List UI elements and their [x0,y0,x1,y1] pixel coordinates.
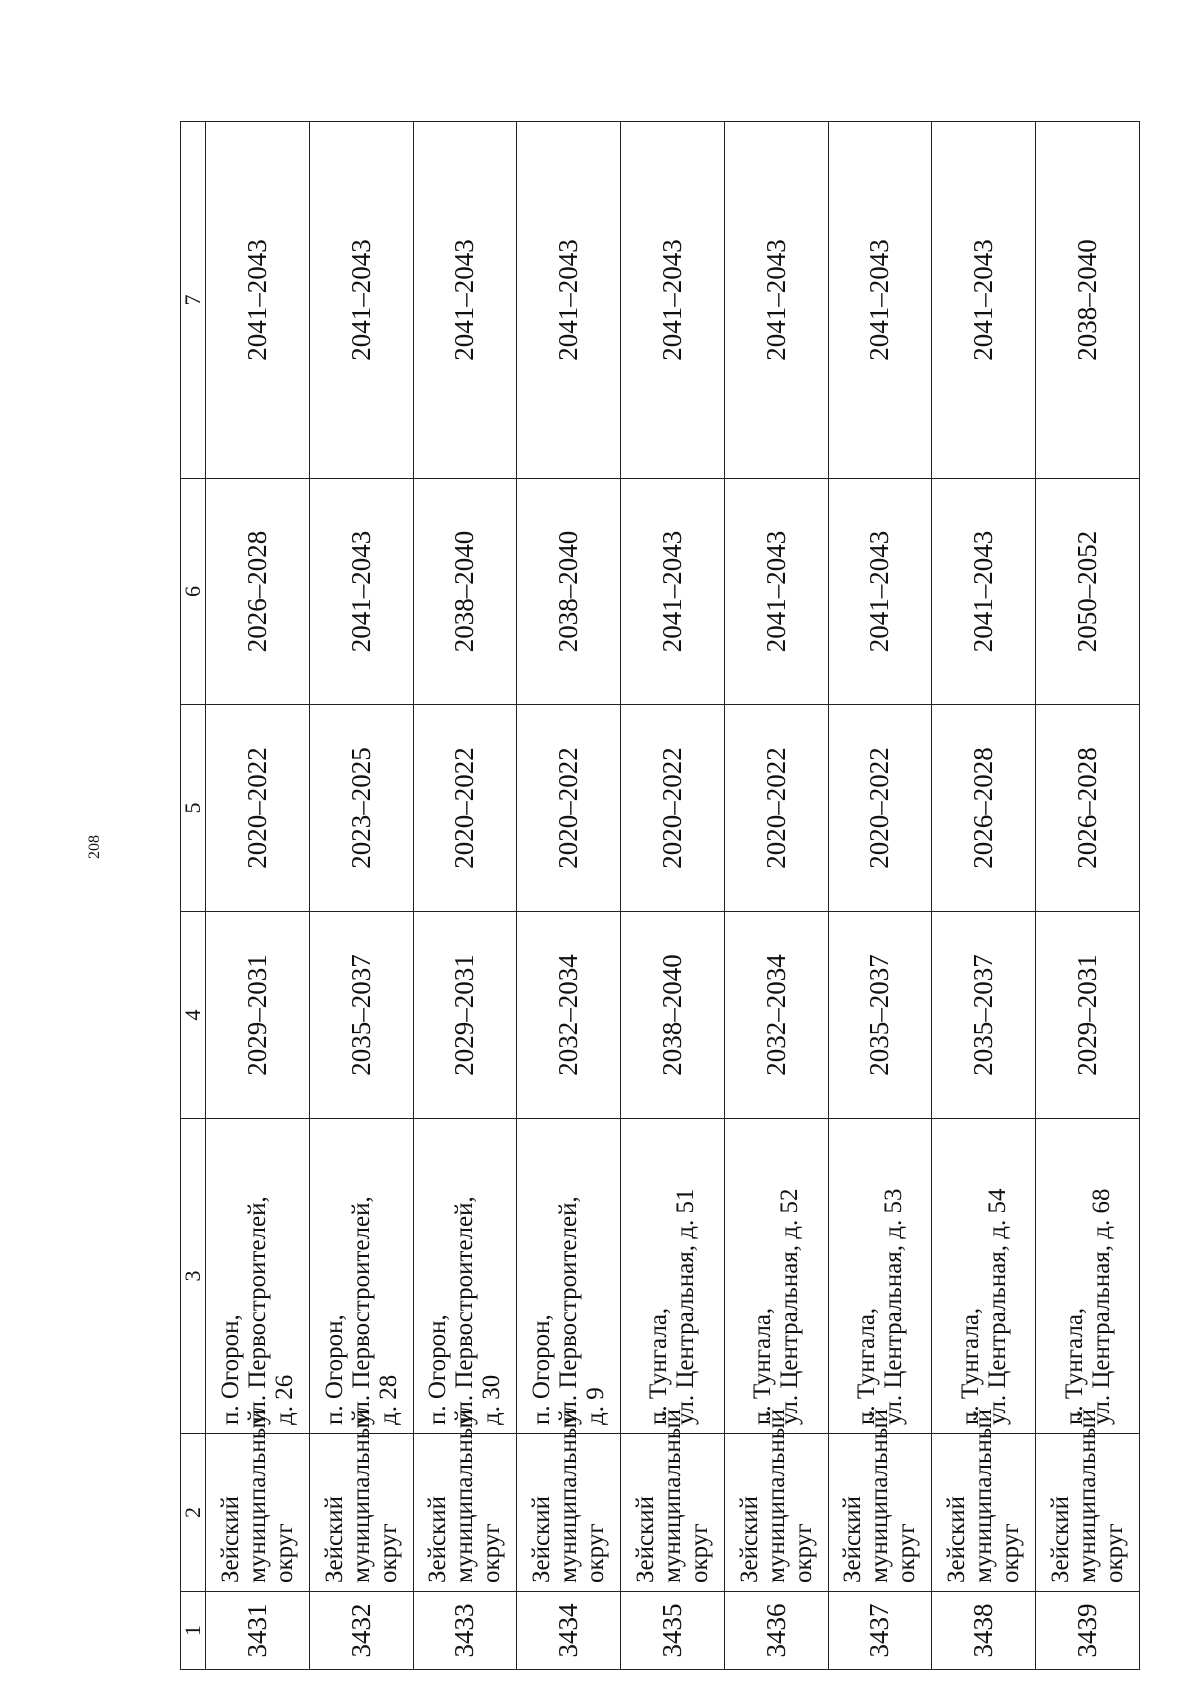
district-cell [309,1409,413,1592]
row-number: 3432 [309,1592,413,1670]
address-cell [1036,1119,1140,1434]
column-header: 3 [181,1119,206,1434]
table-body [206,122,1140,1670]
address-cell-line: п. Тунгала, [1060,1307,1088,1425]
row-number: 3434 [517,1592,621,1670]
table-row [724,122,828,1670]
period-cell-5: 2020–2022 [724,705,828,912]
period-cell-4: 2038–2040 [621,912,725,1119]
district-cell-line: Зейский [631,1496,659,1583]
period-cell-5: 2020–2022 [413,705,517,912]
district-cell-line: муниципальный [555,1409,583,1583]
row-number: 3431 [206,1592,310,1670]
district-cell-line: муниципальный [658,1409,686,1583]
address-cell-line: ул. Центральная, д. 54 [983,1188,1011,1425]
address-cell-line: п. Огорон, [320,1314,348,1425]
district-cell-line: округ [893,1523,921,1583]
address-cell-line: ул. Центральная, д. 53 [879,1188,907,1425]
period-cell-6: 2041–2043 [828,479,932,705]
period-cell-4: 2029–2031 [1036,912,1140,1119]
address-cell-line: ул. Первостроителей, [347,1196,375,1425]
district-cell-line: округ [374,1523,402,1583]
period-cell-7: 2041–2043 [206,122,310,479]
district-cell-line: Зейский [424,1496,452,1583]
period-cell-6: 2038–2040 [413,479,517,705]
row-number: 3436 [724,1592,828,1670]
district-cell [1036,1409,1140,1592]
period-cell-5: 2020–2022 [828,705,932,912]
district-cell [206,1409,310,1592]
period-cell-4: 2035–2037 [309,912,413,1119]
period-cell-4: 2029–2031 [413,912,517,1119]
period-cell-7: 2041–2043 [413,122,517,479]
period-cell-6: 2041–2043 [621,479,725,705]
period-cell-4: 2032–2034 [724,912,828,1119]
district-cell [517,1409,621,1592]
district-cell-line: муниципальный [243,1409,271,1583]
district-cell-line: округ [582,1523,610,1583]
address-cell-line: ул. Первостроителей, [555,1196,583,1425]
district-cell-line: округ [685,1523,713,1583]
period-cell-4: 2029–2031 [206,912,310,1119]
address-cell-line: ул. Первостроителей, [243,1196,271,1425]
district-cell-line: округ [270,1523,298,1583]
table-row [309,122,413,1670]
address-cell-line: п. Огорон, [216,1314,244,1425]
address-cell-line: д. 9 [582,1387,610,1425]
table-area [180,122,1140,1670]
column-header: 2 [181,1434,206,1592]
district-cell-line: муниципальный [1074,1409,1102,1583]
address-cell-line: д. 28 [374,1374,402,1425]
period-cell-6: 2041–2043 [309,479,413,705]
district-cell-line: Зейский [839,1496,867,1583]
address-cell [621,1119,725,1434]
period-cell-6: 2041–2043 [932,479,1036,705]
schedule-table-wrapper [180,122,1140,1670]
address-cell-line: ул. Центральная, д. 52 [776,1188,804,1425]
district-cell-line: Зейский [320,1496,348,1583]
district-cell-line: округ [1101,1523,1129,1583]
period-cell-7: 2041–2043 [724,122,828,479]
period-cell-7: 2041–2043 [932,122,1036,479]
district-cell-line: муниципальный [866,1409,894,1583]
period-cell-7: 2041–2043 [828,122,932,479]
address-cell [413,1119,517,1434]
period-cell-5: 2023–2025 [309,705,413,912]
district-cell-line: округ [997,1523,1025,1583]
row-number: 3435 [621,1592,725,1670]
district-cell [724,1409,828,1592]
district-cell [413,1409,517,1592]
row-number: 3437 [828,1592,932,1670]
period-cell-4: 2035–2037 [828,912,932,1119]
table-row [932,122,1036,1670]
district-cell-line: Зейский [1047,1496,1075,1583]
period-cell-6: 2041–2043 [724,479,828,705]
table-row [206,122,310,1670]
row-number: 3439 [1036,1592,1140,1670]
address-cell-line: д. 30 [478,1374,506,1425]
table-row [828,122,932,1670]
address-cell-line: п. Тунгала, [749,1307,777,1425]
district-cell-line: муниципальный [451,1409,479,1583]
district-cell [828,1409,932,1592]
period-cell-5: 2020–2022 [206,705,310,912]
table-row [621,122,725,1670]
district-cell-line: муниципальный [970,1409,998,1583]
table-row [1036,122,1140,1670]
address-cell-line: д. 26 [270,1374,298,1425]
schedule-table [180,121,1140,1670]
column-header: 1 [181,1592,206,1670]
district-cell-line: Зейский [216,1496,244,1583]
period-cell-7: 2038–2040 [1036,122,1140,479]
column-header: 7 [181,122,206,479]
address-cell-line: ул. Центральная, д. 51 [672,1188,700,1425]
address-cell-line: п. Тунгала, [852,1307,880,1425]
address-cell [517,1119,621,1434]
district-cell-line: округ [789,1523,817,1583]
address-cell [932,1119,1036,1434]
address-cell [206,1119,310,1434]
period-cell-5: 2026–2028 [932,705,1036,912]
address-cell [309,1119,413,1434]
column-header: 5 [181,705,206,912]
district-cell-line: муниципальный [347,1409,375,1583]
address-cell [724,1119,828,1434]
period-cell-5: 2020–2022 [621,705,725,912]
table-row [517,122,621,1670]
period-cell-6: 2038–2040 [517,479,621,705]
column-header: 4 [181,912,206,1119]
address-cell-line: ул. Первостроителей, [451,1196,479,1425]
row-number: 3433 [413,1592,517,1670]
row-number: 3438 [932,1592,1036,1670]
district-cell-line: округ [478,1523,506,1583]
address-cell-line: п. Огорон, [528,1314,556,1425]
period-cell-7: 2041–2043 [517,122,621,479]
period-cell-4: 2035–2037 [932,912,1036,1119]
address-cell-line: ул. Центральная, д. 68 [1087,1188,1115,1425]
period-cell-4: 2032–2034 [517,912,621,1119]
district-cell [621,1409,725,1592]
district-cell-line: Зейский [943,1496,971,1583]
period-cell-6: 2050–2052 [1036,479,1140,705]
district-cell [932,1409,1036,1592]
address-cell-line: п. Тунгала, [645,1307,673,1425]
period-cell-6: 2026–2028 [206,479,310,705]
district-cell-line: Зейский [528,1496,556,1583]
district-cell-line: Зейский [735,1496,763,1583]
address-cell [828,1119,932,1434]
column-header: 6 [181,479,206,705]
period-cell-5: 2020–2022 [517,705,621,912]
address-cell-line: п. Огорон, [424,1314,452,1425]
period-cell-7: 2041–2043 [309,122,413,479]
period-cell-5: 2026–2028 [1036,705,1140,912]
table-header-row [181,122,206,1670]
district-cell-line: муниципальный [762,1409,790,1583]
table-row [413,122,517,1670]
address-cell-line: п. Тунгала, [956,1307,984,1425]
period-cell-7: 2041–2043 [621,122,725,479]
page-number: 208 [86,835,103,859]
